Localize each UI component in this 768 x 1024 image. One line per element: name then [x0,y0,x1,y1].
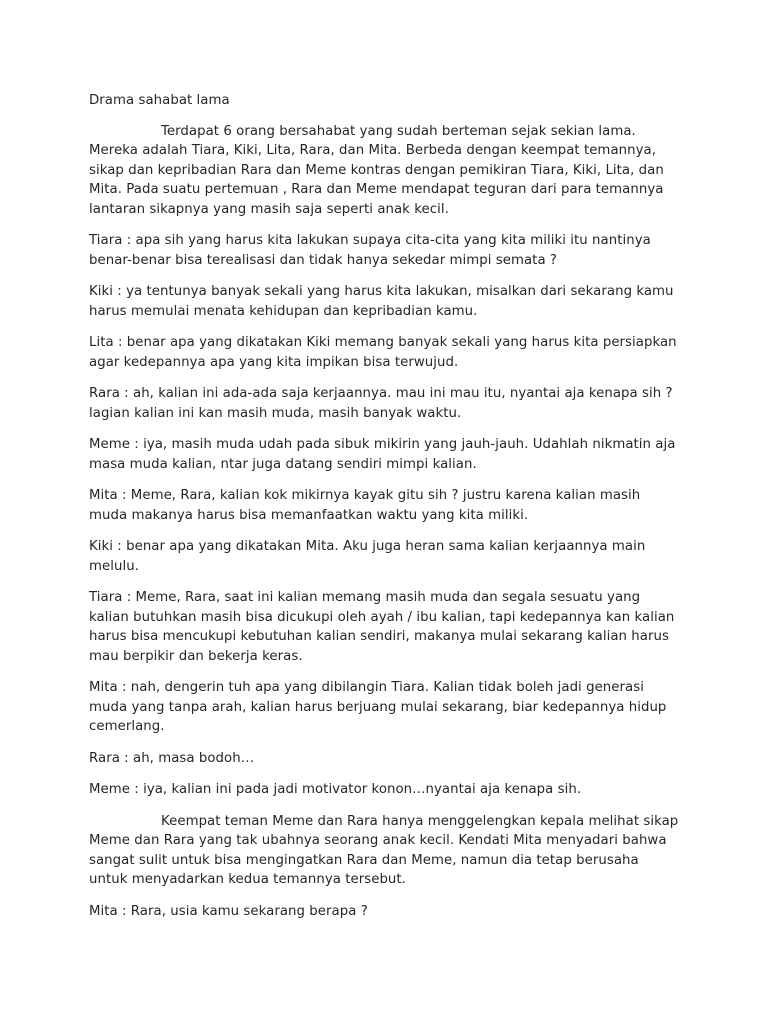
dialogue-line-rara: Rara : ah, kalian ini ada-ada saja kerjaannya. mau ini mau itu, nyantai aja kenapa sih ? lagian kalian ini kan masih muda, masih banyak waktu. [89,386,673,421]
narration-paragraph: Keempat teman Meme dan Rara hanya menggelengkan kepala melihat sikap Meme dan Rara yang tak ubahnya seorang anak kecil. Kendati Mita menyadari bahwa sangat sulit untuk bisa mengingatkan Rara dan Meme, namun dia tetap berusaha untuk menyadarkan kedua temannya tersebut. [89,813,679,887]
dialogue-line-lita: Lita : benar apa yang dikatakan Kiki memang banyak sekali yang harus kita persiapkan agar kedepannya apa yang kita impikan bisa terwujud. [89,335,677,370]
dialogue-line-mita: Mita : nah, dengerin tuh apa yang dibilangin Tiara. Kalian tidak boleh jadi generasi muda yang tanpa arah, kalian harus berjuang mulai sekarang, biar kedepannya hidup cemerlang. [89,680,667,734]
dialogue-line-rara: Rara : ah, masa bodoh… [89,750,255,766]
dialogue-line-meme: Meme : iya, masih muda udah pada sibuk mikirin yang jauh-jauh. Udahlah nikmatin aja masa muda kalian, ntar juga datang sendiri mimpi kalian. [89,437,676,472]
dialogue-line-mita: Mita : Meme, Rara, kalian kok mikirnya kayak gitu sih ? justru karena kalian masih muda makanya harus bisa memanfaatkan waktu yang kita miliki. [89,488,641,523]
dialogue-line-kiki: Kiki : benar apa yang dikatakan Mita. Aku juga heran sama kalian kerjaannya main melulu. [89,539,646,574]
dialogue-line-kiki: Kiki : ya tentunya banyak sekali yang harus kita lakukan, misalkan dari sekarang kamu harus memulai menata kehidupan dan kepribadian kamu. [89,284,674,319]
dialogue-line-tiara: Tiara : apa sih yang harus kita lakukan supaya cita-cita yang kita miliki itu nantinya benar-benar bisa terealisasi dan tidak hanya sekedar mimpi semata ? [89,233,651,268]
narration-paragraph: Terdapat 6 orang bersahabat yang sudah berteman sejak sekian lama. Mereka adalah Tiara, Kiki, Lita, Rara, dan Mita. Berbeda dengan keempat temannya, sikap dan kepribadian Rara dan Meme kontras dengan pemikiran Tiara, Kiki, Lita, dan Mita. Pada suatu pertemuan , Rara dan Meme mendapat teguran dari para temannya lantaran sikapnya yang masih saja seperti anak kecil. [89,123,664,217]
document-page [89,91,681,933]
dialogue-line-tiara: Tiara : Meme, Rara, saat ini kalian memang masih muda dan segala sesuatu yang kalian butuhkan masih bisa dicukupi oleh ayah / ibu kalian, tapi kedepannya kan kalian harus bisa mencukupi kebutuhan kalian sendiri, makanya mulai sekarang kalian harus mau berpikir dan bekerja keras. [89,590,675,664]
document-title: Drama sahabat lama [89,93,230,108]
dialogue-line-mita: Mita : Rara, usia kamu sekarang berapa ? [89,903,368,919]
dialogue-line-meme: Meme : iya, kalian ini pada jadi motivator konon…nyantai aja kenapa sih. [89,782,582,797]
